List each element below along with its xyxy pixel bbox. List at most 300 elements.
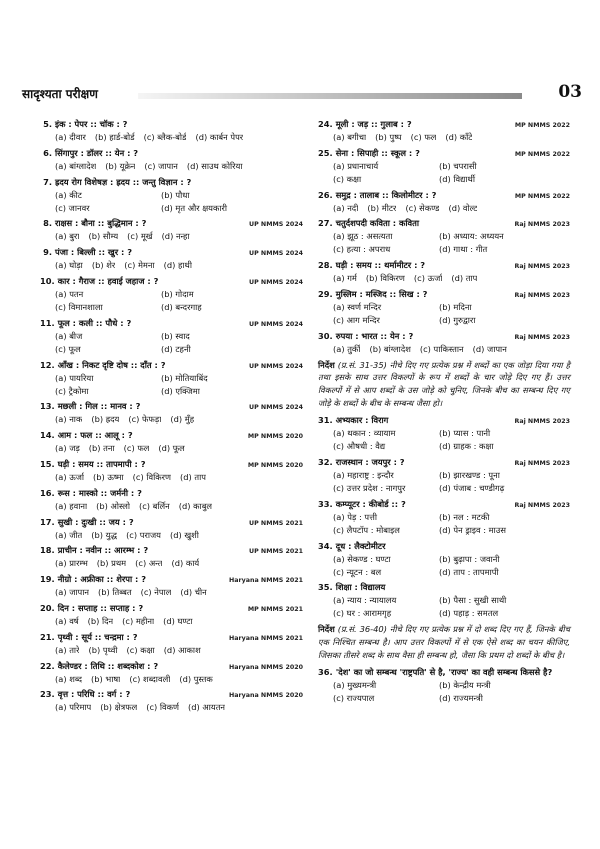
question-item: [40, 147, 303, 173]
answer-option: (d) खुशी: [169, 529, 199, 540]
question-number: 27.: [318, 218, 333, 229]
answer-option: (a) बीज: [55, 330, 83, 341]
answer-option: (b) मदिना: [439, 301, 472, 312]
answer-options: [40, 442, 303, 455]
exam-source-tag: MP NMMS 2022: [514, 150, 570, 158]
question-item: [40, 602, 303, 628]
answer-option: (c) कक्षा: [333, 173, 362, 184]
question-number: 11.: [40, 317, 55, 328]
answer-options: [318, 511, 570, 537]
answer-options: [40, 160, 303, 173]
answer-option: (d) एक्जिमा: [161, 385, 200, 396]
answer-option: (c) ब्लैक-बोर्ड: [143, 132, 187, 142]
answer-option: (a) स्वर्ण मन्दिर: [333, 301, 382, 312]
answer-option: (a) झूठ : असत्यता: [333, 231, 393, 242]
answer-option: (b) प्रथम: [96, 558, 127, 569]
question-number: 34.: [318, 540, 333, 551]
question-number: 30.: [318, 330, 333, 341]
answer-options: [318, 131, 570, 144]
answer-option: (b) स्वाद: [161, 330, 190, 341]
answer-option: (d) मुँह: [170, 414, 195, 425]
answer-option: (b) हार्ड-बोर्ड: [94, 132, 135, 142]
answer-option: (c) पाकिस्तान: [419, 343, 464, 354]
exam-source-tag: Raj NMMS 2023: [514, 221, 570, 229]
answer-option: (a) बांग्लादेश: [55, 160, 97, 171]
answer-option: (b) यूक्रेन: [105, 160, 136, 171]
question-number: 17.: [40, 516, 55, 527]
answer-option: (b) अध्याय: अध्ययन: [439, 231, 504, 242]
question-text: घड़ी : समय :: थर्मामीटर : ?: [335, 260, 426, 271]
question-item: [40, 176, 303, 215]
answer-option: (d) आयतन: [188, 702, 226, 713]
question-text: कार : गैराज :: हवाई जहाज : ?: [57, 275, 159, 286]
question-item: [40, 400, 303, 426]
question-text: सेना : सिपाही :: स्कूल : ?: [335, 147, 420, 158]
exam-source-tag: UP NMMS 2024: [249, 404, 303, 412]
exam-source-tag: Raj NMMS 2023: [514, 291, 570, 299]
exam-source-tag: Raj NMMS 2023: [514, 263, 570, 271]
answer-options: [40, 413, 303, 426]
answer-option: (a) तारे: [55, 644, 80, 655]
question-item: [40, 516, 303, 542]
answer-option: (c) शब्दावली: [129, 673, 171, 684]
answer-option: (b) चपरासी: [439, 160, 477, 171]
answer-option: (a) थकान : व्यायाम: [333, 428, 396, 439]
answer-option: (b) तिब्बत: [97, 587, 132, 598]
direction-label: निर्देश: [318, 624, 335, 635]
answer-option: (a) ऊर्जा: [55, 471, 85, 482]
question-item: [318, 581, 570, 620]
question-item: [40, 573, 303, 599]
question-item: [40, 631, 303, 657]
answer-options: [318, 343, 570, 356]
answer-option: (b) ह्रदय: [91, 414, 120, 425]
question-number: 35.: [318, 582, 333, 593]
question-text: राक्षस : बौना :: बुद्धिमान : ?: [55, 218, 147, 229]
answer-option: (d) मृत और क्षयकारी: [161, 202, 228, 213]
question-item: [318, 118, 570, 144]
answer-options: [40, 259, 303, 272]
answer-option: (c) आग मन्दिर: [333, 314, 380, 325]
answer-option: (a) शब्द: [55, 673, 83, 684]
question-stem: [318, 666, 570, 679]
answer-option: (b) ऊष्मा: [93, 471, 124, 482]
question-item: [40, 275, 303, 314]
question-text: रूस : मास्को :: जर्मनी : ?: [57, 487, 142, 498]
exam-source-tag: UP NMMS 2024: [249, 221, 303, 229]
answer-option: (c) जानवर: [55, 202, 90, 213]
question-number: 32.: [318, 456, 333, 467]
answer-option: (c) ट्रैकोमा: [55, 385, 89, 396]
answer-option: (c) मूर्ख: [127, 231, 153, 242]
answer-option: (d) ताप : तापमापी: [439, 566, 499, 577]
question-text: ह्रदय रोग विशेषज्ञ : ह्रदय :: जन्तु विज्ञान : ?: [55, 176, 192, 187]
exam-source-tag: UP NMMS 2024: [249, 320, 303, 328]
exam-source-tag: UP NMMS 2021: [249, 519, 303, 527]
answer-option: (d) घण्टा: [163, 615, 193, 626]
exam-source-tag: Haryana NMMS 2020: [229, 663, 303, 671]
answer-options: [40, 529, 303, 542]
answer-option: (d) पंजाब : चण्डीगढ़: [439, 482, 505, 493]
answer-option: (b) मोतियाबिंद: [161, 372, 208, 383]
answer-option: (b) बुढ़ापा : जवानी: [439, 553, 500, 564]
question-stem: [318, 581, 570, 594]
question-text: समुद्र : तालाब :: किलोमीटर : ?: [335, 189, 437, 200]
question-text: राजस्थान : जयपुर : ?: [335, 456, 405, 467]
answer-option: (d) राज्यमन्त्री: [439, 693, 483, 704]
question-group-24-30: [318, 118, 570, 356]
answer-option: (d) काबुल: [178, 500, 213, 511]
question-stem: [40, 147, 303, 160]
question-text: सिंगापुर : डॉलर :: येन : ?: [55, 147, 139, 158]
answer-option: (a) न्याय : न्यायालय: [333, 595, 397, 606]
question-item: [40, 217, 303, 243]
answer-options: [318, 469, 570, 495]
answer-option: (a) बुरा: [55, 231, 80, 242]
exam-source-tag: UP NMMS 2024: [249, 278, 303, 286]
exam-source-tag: MP NMMS 2020: [247, 433, 303, 441]
question-item: [318, 414, 570, 453]
question-text: नीग्रो : अफ्रीका :: शेरपा : ?: [57, 574, 147, 585]
answer-option: (b) सौम्य: [88, 231, 119, 242]
answer-options: [40, 615, 303, 628]
answer-option: (b) केन्द्रीय मन्त्री: [439, 680, 491, 691]
answer-option: (d) आकाश: [163, 644, 201, 655]
question-text: कम्प्यूटर : कीबोर्ड :: ?: [335, 498, 406, 509]
answer-options: [40, 644, 303, 657]
chapter-title: सादृश्यता परीक्षण: [22, 87, 98, 101]
question-text: घड़ी : समय :: तापमापी : ?: [57, 458, 146, 469]
answer-option: (a) परिमाप: [55, 702, 92, 713]
exam-source-tag: Raj NMMS 2023: [514, 418, 570, 426]
answer-option: (b) तना: [88, 443, 115, 454]
question-number: 29.: [318, 288, 333, 299]
question-number: 12.: [40, 359, 55, 370]
question-text: फूल : कली :: पौधे : ?: [57, 317, 132, 328]
answer-option: (c) ऊर्जा: [413, 273, 443, 284]
answer-option: (d) पहाड़ : समतल: [439, 608, 499, 619]
answer-option: (a) जापान: [55, 587, 89, 598]
answer-options: [318, 427, 570, 453]
answer-options: [318, 160, 570, 186]
answer-option: (b) युद्ध: [91, 529, 118, 540]
answer-option: (c) बर्लिन: [139, 500, 170, 511]
answer-option: (a) मुख्यमन्त्री: [333, 680, 377, 691]
direction-text: (प्र.सं. 36-40) नीचे दिए गए प्रत्येक प्रश्न में दो शब्द दिए गए हैं, जिनके बीच एक निश्चित सम्बन्ध है। आप उत्तर विकल्पों में से एक ऐसे शब्द का चयन कीजिए, जिसका तीसरे शब्द के साथ वैसा ही सम्बन्ध हो, जैसा कि प्रथम दो शब्दों के बीच है।: [318, 624, 570, 660]
answer-option: (d) विद्यार्थी: [439, 173, 475, 184]
question-number: 33.: [318, 498, 333, 509]
page-header: [22, 84, 582, 106]
answer-option: (d) फूल: [158, 443, 185, 454]
header-rule: [138, 93, 522, 99]
left-column: [40, 118, 303, 717]
question-text: चतुर्दशपदी कविता : कविता: [335, 218, 420, 229]
answer-option: (a) नदी: [333, 202, 359, 213]
question-number: 7.: [43, 176, 52, 187]
answer-option: (a) घोड़ा: [55, 260, 83, 271]
exam-source-tag: UP NMMS 2021: [249, 548, 303, 556]
question-number: 31.: [318, 415, 333, 426]
answer-option: (d) ताप: [451, 273, 478, 284]
answer-option: (b) पौधा: [161, 189, 190, 200]
exam-source-tag: Haryana NMMS 2020: [229, 692, 303, 700]
question-text: रुपया : भारत :: येन : ?: [335, 330, 414, 341]
answer-option: (c) हत्या : अपराध: [333, 244, 391, 255]
question-item: [318, 540, 570, 579]
question-text: अभ्यकार : विराग: [335, 415, 389, 426]
answer-option: (a) प्रधानाचार्य: [333, 160, 379, 171]
direction-31-35: [318, 359, 570, 409]
answer-option: (b) पुष्प: [375, 132, 402, 142]
answer-option: (b) बांग्लादेश: [369, 343, 411, 354]
answer-option: (c) फूल: [55, 343, 81, 354]
answer-options: [40, 131, 303, 144]
exam-source-tag: Haryana NMMS 2021: [229, 634, 303, 642]
question-text: इंक : पेपर :: चॉक : ?: [55, 119, 128, 129]
answer-option: (a) दीवार: [55, 132, 86, 142]
question-number: 8.: [43, 218, 52, 229]
question-item: [318, 330, 570, 356]
question-text: वृत्त : परिधि :: वर्ग : ?: [57, 689, 131, 700]
answer-option: (c) फल: [123, 443, 150, 454]
answer-option: (d) हाथी: [163, 260, 193, 271]
answer-option: (d) नन्हा: [161, 231, 190, 242]
answer-option: (c) कक्षा: [126, 644, 155, 655]
answer-option: (d) वोल्ट: [448, 202, 478, 213]
answer-option: (a) महाराष्ट्र : इन्दौर: [333, 469, 394, 480]
answer-option: (d) काँटे: [445, 132, 473, 142]
exam-source-tag: UP NMMS 2024: [249, 250, 303, 258]
direction-text: (प्र.सं. 31-35) नीचे दिए गए प्रत्येक प्रश्न में शब्दों का एक जोड़ा दिया गया है तथा इसके साथ उत्तर विकल्पों के रूप में शब्दों के चार जोड़े दिए गए हैं। उत्तर विकल्पों में से आप शब्दों के उस जोड़े को चुनिए, जिनके बीच का सम्बन्ध दिए गए जोड़े के शब्दों के बीच के सम्बन्ध जैसा हो।: [318, 359, 570, 408]
answer-option: (b) भाषा: [91, 673, 121, 684]
question-number: 9.: [43, 247, 52, 258]
answer-options: [40, 288, 303, 314]
exam-source-tag: MP NMMS 2021: [247, 605, 303, 613]
answer-option: (a) पतन: [55, 288, 84, 299]
answer-option: (b) प्यास : पानी: [439, 428, 491, 439]
answer-options: [40, 673, 303, 686]
answer-option: (a) गर्म: [333, 273, 357, 284]
answer-option: (b) पैसा : सुखी साथी: [439, 595, 507, 606]
exam-source-tag: MP NMMS 2022: [514, 192, 570, 200]
answer-option: (d) ग्राहक : कक्षा: [439, 441, 494, 452]
right-column: [318, 118, 570, 708]
question-stem: [318, 540, 570, 553]
question-item: [40, 688, 303, 714]
answer-option: (c) अन्त: [135, 558, 163, 569]
answer-options: [318, 301, 570, 327]
answer-option: (d) पेन ड्राइव : माउस: [439, 524, 506, 535]
question-item: [40, 458, 303, 484]
answer-option: (c) न्यूटन : बल: [333, 566, 382, 577]
question-number: 25.: [318, 147, 333, 158]
question-item: [318, 288, 570, 327]
answer-option: (a) प्रारम्भ: [55, 558, 88, 569]
question-number: 10.: [40, 275, 55, 286]
question-item: [40, 429, 303, 455]
answer-option: (c) जापान: [144, 160, 178, 171]
answer-option: (d) जापान: [472, 343, 507, 354]
question-item: [40, 246, 303, 272]
question-number: 15.: [40, 458, 55, 469]
question-number: 23.: [40, 689, 55, 700]
question-item: [40, 544, 303, 570]
answer-options: [318, 553, 570, 579]
answer-option: (c) औषधी : वैद्य: [333, 441, 386, 452]
question-item: [40, 118, 303, 144]
answer-option: (c) विकर्ण: [146, 702, 180, 713]
question-text: सुखी : दुःखी :: जय : ?: [57, 516, 134, 527]
question-number: 14.: [40, 430, 55, 441]
answer-options: [40, 701, 303, 714]
question-number: 24.: [318, 119, 333, 129]
question-item: [318, 217, 570, 256]
answer-option: (a) पायरिया: [55, 372, 94, 383]
question-item: [318, 498, 570, 537]
answer-option: (d) पुस्तक: [179, 673, 213, 684]
question-text: दूध : लैक्टोमीटर: [335, 540, 386, 551]
answer-option: (c) नेपाल: [140, 587, 172, 598]
answer-options: [40, 586, 303, 599]
answer-options: [40, 230, 303, 243]
answer-option: (a) हवाना: [55, 500, 88, 511]
question-stem: [40, 176, 303, 189]
question-item: [40, 317, 303, 356]
exam-source-tag: MP NMMS 2022: [514, 122, 570, 129]
question-text: शिक्षा : विद्यालय: [335, 582, 386, 593]
question-item: [318, 147, 570, 186]
question-item: [318, 456, 570, 495]
question-item: [40, 359, 303, 398]
exam-source-tag: Raj NMMS 2023: [514, 459, 570, 467]
question-stem: [40, 487, 303, 500]
answer-options: [40, 330, 303, 356]
direction-label: निर्देश: [318, 359, 335, 370]
exam-source-tag: UP NMMS 2024: [249, 362, 303, 370]
answer-option: (a) नाक: [55, 414, 83, 425]
answer-option: (c) घर : आरामगृह: [333, 608, 392, 619]
answer-option: (c) राज्यपाल: [333, 693, 375, 704]
answer-option: (a) पेड़ : पत्ती: [333, 511, 378, 522]
answer-option: (d) गाथा : गीत: [439, 244, 488, 255]
answer-option: (b) झारखण्ड : पूना: [439, 469, 500, 480]
answer-options: [318, 230, 570, 256]
question-text: पृथ्वी : सूर्य :: चन्द्रमा : ?: [57, 631, 138, 642]
answer-option: (a) कीट: [55, 189, 82, 200]
answer-option: (a) जड़: [55, 443, 80, 454]
exam-source-tag: Raj NMMS 2023: [514, 333, 570, 341]
question-group-31-35: [318, 414, 570, 620]
answer-option: (b) विकिरण: [365, 273, 405, 284]
question-number: 6.: [43, 147, 52, 158]
answer-option: (a) सेकण्ड : घण्टा: [333, 553, 391, 564]
answer-option: (c) लैपटॉप : मोबाइल: [333, 524, 400, 535]
answer-option: (d) चीन: [180, 587, 207, 598]
question-number: 20.: [40, 602, 55, 613]
answer-option: (a) जीत: [55, 529, 83, 540]
answer-option: (b) नल : मटकी: [439, 511, 490, 522]
question-number: 16.: [40, 487, 55, 498]
exam-source-tag: Haryana NMMS 2021: [229, 577, 303, 585]
direction-36-40: [318, 623, 570, 661]
question-item: [40, 660, 303, 686]
answer-option: (a) वर्ष: [55, 615, 79, 626]
question-text: आँख : निकट दृष्टि दोष :: दाँत : ?: [57, 359, 166, 370]
answer-options: [318, 202, 570, 215]
question-number: 18.: [40, 545, 55, 556]
answer-option: (c) उत्तर प्रदेश : नागपुर: [333, 482, 406, 493]
answer-options: [318, 594, 570, 620]
question-text: मूली : जड़ :: गुलाब : ?: [335, 119, 412, 129]
answer-option: (b) पृथ्वी: [88, 644, 118, 655]
question-text: मछली : गिल :: मानव : ?: [57, 401, 141, 412]
question-group-36: [318, 666, 570, 705]
answer-options: [40, 471, 303, 484]
answer-option: (b) क्षेत्रफल: [100, 702, 138, 713]
answer-option: (c) महीना: [122, 615, 155, 626]
page-number: 03: [558, 82, 582, 102]
exam-source-tag: Raj NMMS 2023: [514, 501, 570, 509]
question-item: [318, 259, 570, 285]
answer-option: (b) दिन: [87, 615, 114, 626]
question-item: [40, 487, 303, 513]
question-text: दिन : सप्ताह :: सप्ताह : ?: [57, 602, 144, 613]
answer-option: (b) ओस्लो: [96, 500, 130, 511]
answer-option: (d) टहनी: [161, 343, 191, 354]
question-number: 19.: [40, 574, 55, 585]
question-text: मुस्लिम : मस्जिद :: सिख : ?: [335, 288, 428, 299]
question-number: 36.: [318, 667, 333, 678]
question-number: 28.: [318, 260, 333, 271]
question-text: 'देश' का जो सम्बन्ध 'राष्ट्रपति' से है, 'राज्य' का वही सम्बन्ध किससे है?: [335, 667, 553, 678]
answer-option: (a) बगीचा: [333, 132, 367, 142]
question-item: [318, 666, 570, 705]
answer-option: (d) गुरुद्वारा: [439, 314, 476, 325]
answer-option: (c) पराजय: [126, 529, 161, 540]
answer-option: (c) सेकण्ड: [405, 202, 440, 213]
question-text: प्राचीन : नवीन :: आरम्भ : ?: [57, 545, 149, 556]
exam-source-tag: MP NMMS 2020: [247, 461, 303, 469]
answer-options: [318, 272, 570, 285]
answer-option: (d) ताप: [180, 471, 206, 482]
question-number: 26.: [318, 189, 333, 200]
answer-option: (d) बन्दरगाह: [161, 301, 202, 312]
answer-option: (b) गोदाम: [161, 288, 194, 299]
question-text: कैलेण्डर : तिथि :: शब्दकोश : ?: [57, 660, 159, 671]
question-text: पंजा : बिल्ली :: खुर : ?: [55, 247, 133, 258]
answer-option: (c) मेमना: [124, 260, 155, 271]
answer-option: (b) शेर: [91, 260, 116, 271]
answer-option: (d) कार्बन पेपर: [195, 132, 244, 142]
question-text: आम : फल :: आलू : ?: [57, 430, 133, 441]
answer-option: (c) फल: [410, 132, 437, 142]
answer-options: [40, 372, 303, 398]
answer-options: [318, 679, 570, 705]
answer-option: (c) विमानशाला: [55, 301, 103, 312]
answer-option: (d) कार्य: [171, 558, 200, 569]
question-number: 13.: [40, 401, 55, 412]
answer-option: (c) फेफड़ा: [128, 414, 162, 425]
question-number: 22.: [40, 660, 55, 671]
question-number: 21.: [40, 631, 55, 642]
answer-option: (a) तुर्की: [333, 343, 361, 354]
answer-options: [40, 557, 303, 570]
question-number: 5.: [43, 119, 52, 129]
answer-option: (d) साउथ कोरिया: [186, 160, 243, 171]
answer-options: [40, 189, 303, 215]
question-item: [318, 189, 570, 215]
question-stem: [40, 118, 303, 131]
